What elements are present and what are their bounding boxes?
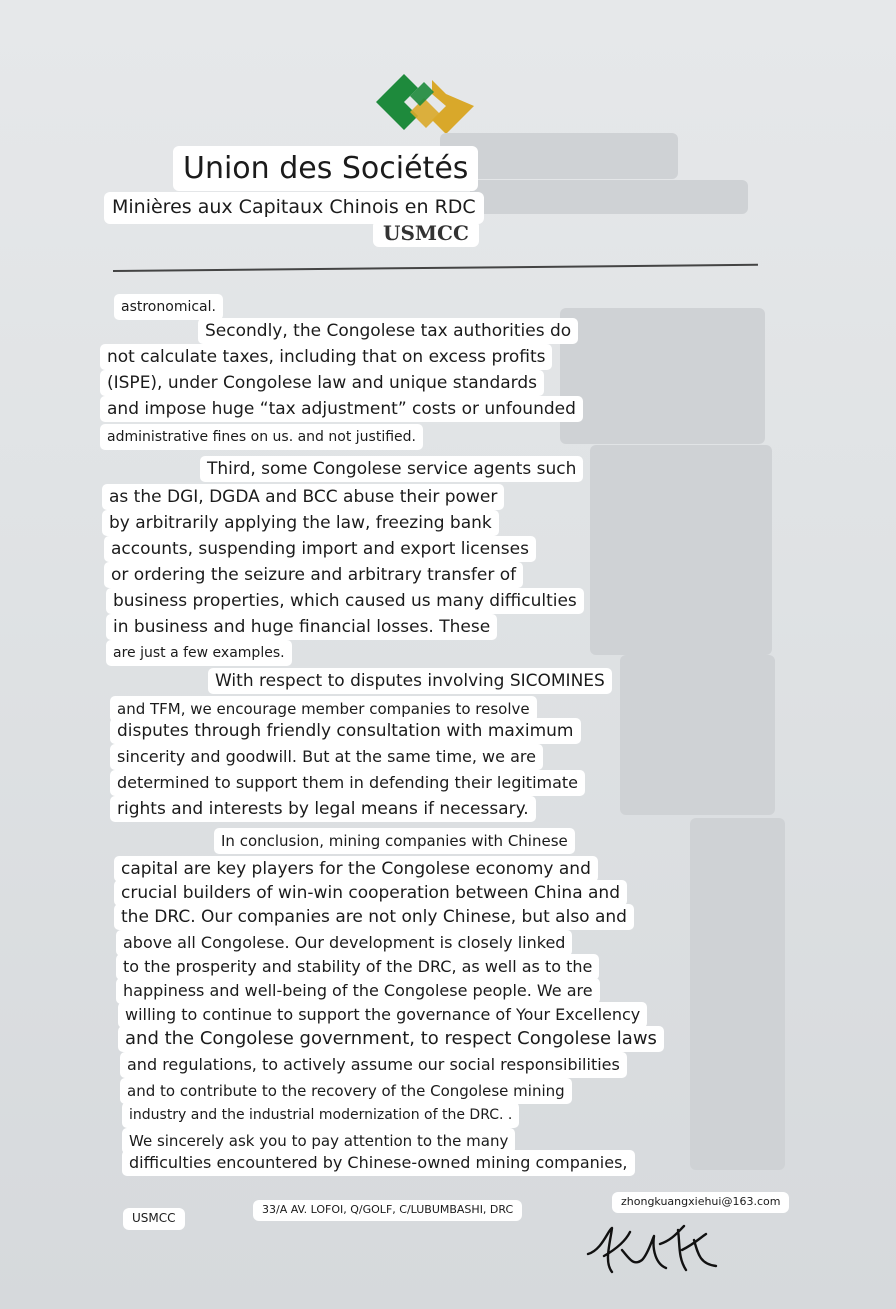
- header-divider: [113, 264, 758, 272]
- background-block: [560, 308, 765, 444]
- body-line: willing to continue to support the governance of Your Excellency: [118, 1002, 647, 1028]
- body-line: and impose huge “tax adjustment” costs or unfounded: [100, 396, 583, 422]
- body-line: and the Congolese government, to respect Congolese laws: [118, 1026, 664, 1052]
- body-line: sincerity and goodwill. But at the same time, we are: [110, 744, 543, 770]
- background-block: [620, 655, 775, 815]
- body-line: In conclusion, mining companies with Chinese: [214, 828, 575, 854]
- footer-email: zhongkuangxiehui@163.com: [612, 1192, 789, 1213]
- body-line: and TFM, we encourage member companies to resolve: [110, 696, 537, 722]
- letterhead-title: Union des Sociétés: [173, 146, 478, 191]
- body-line: Secondly, the Congolese tax authorities do: [198, 318, 578, 344]
- body-line: not calculate taxes, including that on excess profits: [100, 344, 552, 370]
- body-line: the DRC. Our companies are not only Chinese, but also and: [114, 904, 634, 930]
- body-line: and regulations, to actively assume our social responsibilities: [120, 1052, 627, 1078]
- footer-org: USMCC: [123, 1208, 185, 1230]
- body-line: administrative fines on us. and not justified.: [100, 424, 423, 450]
- body-line: by arbitrarily applying the law, freezing bank: [102, 510, 499, 536]
- body-line: accounts, suspending import and export licenses: [104, 536, 536, 562]
- body-line: astronomical.: [114, 294, 223, 320]
- body-line: (ISPE), under Congolese law and unique standards: [100, 370, 544, 396]
- body-line: to the prosperity and stability of the DRC, as well as to the: [116, 954, 599, 980]
- body-line: disputes through friendly consultation with maximum: [110, 718, 581, 744]
- background-block: [470, 180, 748, 214]
- body-line: crucial builders of win-win cooperation between China and: [114, 880, 627, 906]
- background-block: [690, 818, 785, 1170]
- body-line: capital are key players for the Congolese economy and: [114, 856, 598, 882]
- body-line: Third, some Congolese service agents such: [200, 456, 583, 482]
- footer-address: 33/A AV. LOFOI, Q/GOLF, C/LUBUMBASHI, DRC: [253, 1200, 522, 1221]
- body-line: rights and interests by legal means if necessary.: [110, 796, 536, 822]
- handwritten-signature-icon: [582, 1210, 722, 1282]
- body-line: industry and the industrial modernization of the DRC. .: [122, 1102, 519, 1128]
- body-line: in business and huge financial losses. These: [106, 614, 497, 640]
- letterhead-subtitle: Minières aux Capitaux Chinois en RDC: [104, 192, 484, 224]
- usmcc-logo-icon: [374, 72, 476, 138]
- body-line: difficulties encountered by Chinese-owned mining companies,: [122, 1150, 635, 1176]
- background-block: [590, 445, 772, 655]
- body-line: happiness and well-being of the Congolese people. We are: [116, 978, 600, 1004]
- body-line: are just a few examples.: [106, 640, 292, 666]
- body-line: and to contribute to the recovery of the Congolese mining: [120, 1078, 572, 1104]
- body-line: business properties, which caused us many difficulties: [106, 588, 584, 614]
- letterhead-acronym: USMCC: [373, 220, 479, 247]
- body-line: as the DGI, DGDA and BCC abuse their power: [102, 484, 504, 510]
- body-line: With respect to disputes involving SICOMINES: [208, 668, 612, 694]
- body-line: or ordering the seizure and arbitrary transfer of: [104, 562, 523, 588]
- body-line: We sincerely ask you to pay attention to the many: [122, 1128, 515, 1154]
- body-line: above all Congolese. Our development is closely linked: [116, 930, 572, 956]
- body-line: determined to support them in defending their legitimate: [110, 770, 585, 796]
